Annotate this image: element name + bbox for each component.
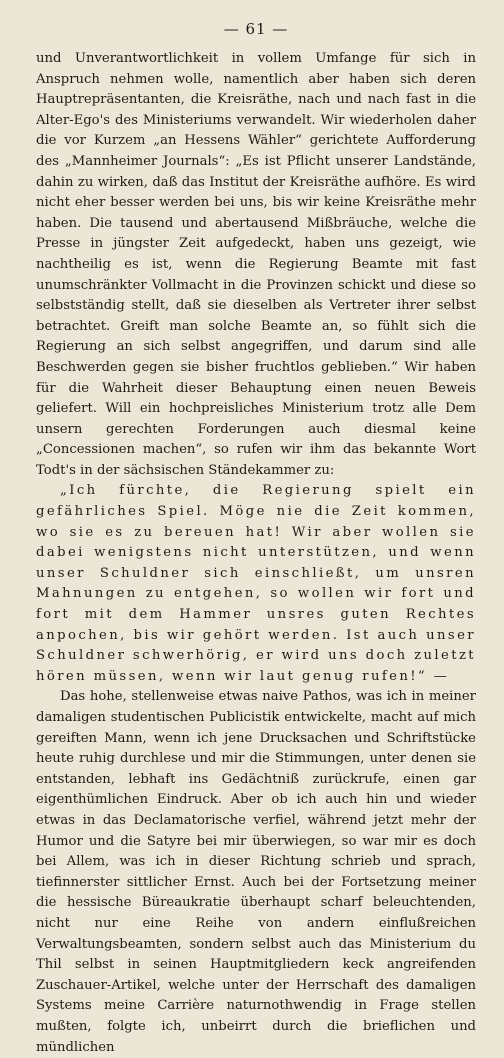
paragraph-1: und Unverantwortlichkeit in vollem Umfange für sich in Anspruch nehmen wolle, namentlich aber haben sich deren Hauptrepräsentanten, die Kreisräthe, nach und nach fast in die Alter-Ego's des Ministeriums verwandelt. Wir wiederholen daher die vor Kurzem „an Hessens Wähler“ gerichtete Aufforderung des „Mannheimer Journals“: „Es ist Pflicht unserer Landstände, dahin zu wirken, daß das Institut der Kreisräthe aufhöre. Es wird nicht eher besser werden bei uns, bis wir keine Kreisräthe mehr haben. Die tausend und abertausend Mißbräuche, welche die Presse in jüngster Zeit aufgedeckt, haben uns gezeigt, wie nachtheilig es ist, wenn die Regierung Beamte mit fast unumschränkter Vollmacht in die Provinzen schickt und diese so selbstständig stellt, daß sie dieselben als Vertreter ihrer selbst betrachtet. Greift man solche Beamte an, so fühlt sich die Regierung an sich selbst angegriffen, und darum sind alle Beschwerden gegen sie bisher fruchtlos geblieben.“ Wir haben für die Wahrheit dieser Behauptung einen neuen Beweis geliefert. Will ein hochpreisliches Ministerium trotz alle Dem unsern gerechten Forderungen auch diesmal keine „Concessionen machen“, so rufen wir ihm das bekannte Wort Todt's in der sächsischen Ständekammer zu:	[36, 51, 476, 478]
paragraph-3: Das hohe, stellenweise etwas naive Pathos, was ich in meiner damaligen studentischen Publicistik entwickelte, macht auf mich gereiften Mann, wenn ich jene Drucksachen und Schriftstücke heute ruhig durchlese und mir die Stimmungen, unter denen sie entstanden, lebhaft ins Gedächtniß zurückrufe, einen gar eigenthümlichen Eindruck. Aber ob ich auch hin und wieder etwas in das Declamatorische verfiel, während jetzt mehr der Humor und die Satyre bei mir überwiegen, so war mir es doch bei Allem, was ich in dieser Richtung schrieb und sprach, tiefinnerster sittlicher Ernst. Auch bei der Fortsetzung meiner die hessische Büreaukratie überhaupt scharf beleuchtenden, nicht nur eine Reihe von andern einflußreichen Verwaltungsbeamten, sondern selbst auch das Ministerium du Thil selbst in seinen Hauptmitgliedern keck angreifenden Zuschauer-Artikel, welche unter der Herrschaft des damaligen Systems meine Carrière naturnothwendig in Frage stellen mußten, folgte ich, unbeirrt durch die brieflichen und mündlichen	[36, 689, 476, 1055]
page-number: — 61 —	[223, 20, 289, 38]
body-text	[36, 49, 476, 1058]
paragraph-quote: „Ich fürchte, die Regierung spielt ein gefährliches Spiel. Möge nie die Zeit kommen, wo sie es zu bereuen hat! Wir aber wollen sie dabei wenigstens nicht unterstützen, und wenn unser Schuldner sich einschließt, um unsren Mahnungen zu entgehen, so wollen wir fort und fort mit dem Hammer unsres guten Rechtes anpochen, bis wir gehört werden. Ist auch unser Schuldner schwerhörig, er wird uns doch zuletzt hören müssen, wenn wir laut genug rufen!“ —	[36, 483, 476, 684]
